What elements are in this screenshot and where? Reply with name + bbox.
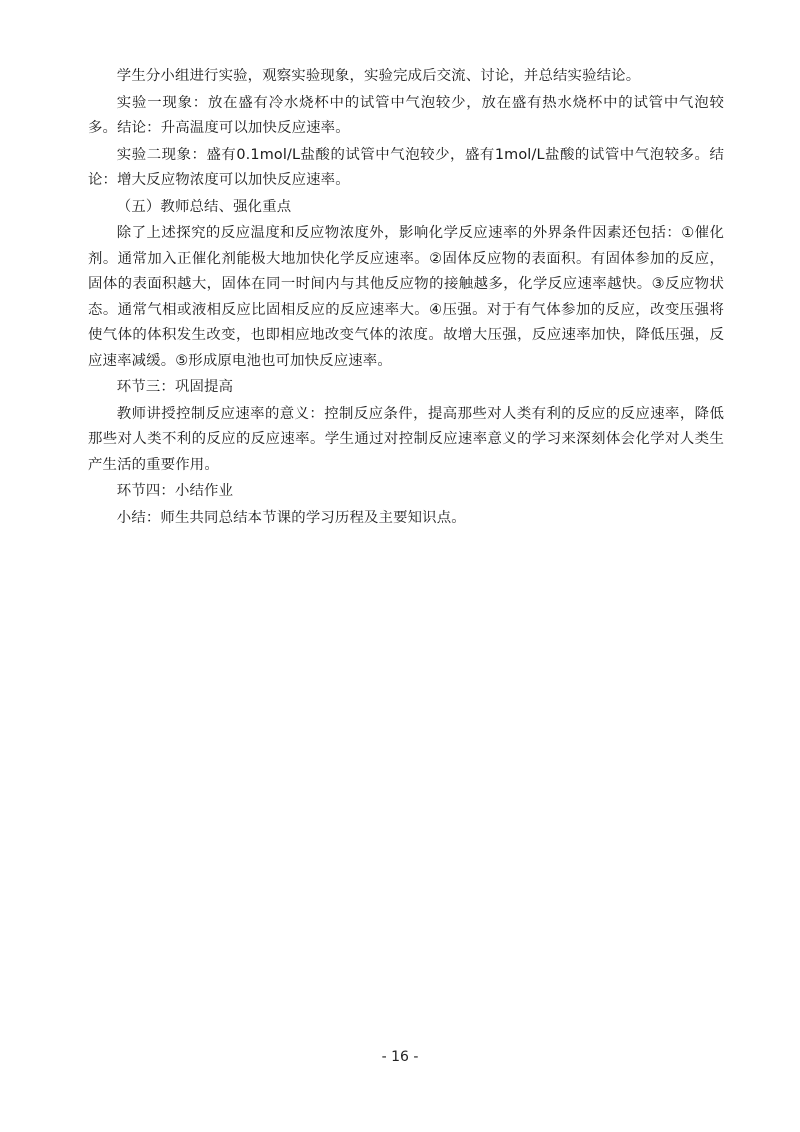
paragraph-summary: 小结：师生共同总结本节课的学习历程及主要知识点。	[116, 509, 466, 526]
section-heading-teacher-summary: （五）教师总结、强化重点	[116, 198, 292, 215]
paragraph-control-significance: 教师讲授控制反应速率的意义：控制反应条件，提高那些对人类有利的反应的反应速率，降低那些对人类不利的反应的反应速率。学生通过对控制反应速率意义的学习来深刻体会化学对人类生产生活的重要作用。	[88, 405, 724, 473]
page-number: - 16 -	[381, 1049, 419, 1065]
paragraph-experiment-two: 实验二现象：盛有0.1mol/L盐酸的试管中气泡较少，盛有1mol/L盐酸的试管中气泡较多。结论：增大反应物浓度可以加快反应速率。	[88, 146, 724, 188]
paragraph-other-factors: 除了上述探究的反应温度和反应物浓度外，影响化学反应速率的外界条件因素还包括：①催化剂。通常加入正催化剂能极大地加快化学反应速率。②固体反应物的表面积。有固体参加的反应，固体的表面积越大，固体在同一时间内与其他反应物的接触越多，化学反应速率越快。③反应物状态。通常气相或液相反应比固相反应的反应速率大。④压强。对于有气体参加的反应，改变压强将使气体的体积发生改变，也即相应地改变气体的浓度。故增大压强，反应速率加快，降低压强，反应速率减缓。⑤形成原电池也可加快反应速率。	[88, 225, 724, 369]
section-heading-summary-homework: 环节四：小结作业	[116, 483, 234, 499]
paragraph-experiment-one: 实验一现象：放在盛有冷水烧杯中的试管中气泡较少，放在盛有热水烧杯中的试管中气泡较多。结论：升高温度可以加快反应速率。	[88, 94, 724, 136]
section-heading-consolidate: 环节三：巩固提高	[116, 379, 234, 395]
paragraph-group-experiment: 学生分小组进行实验，观察实验现象，实验完成后交流、讨论，并总结实验结论。	[116, 68, 641, 84]
document-body	[88, 64, 724, 532]
